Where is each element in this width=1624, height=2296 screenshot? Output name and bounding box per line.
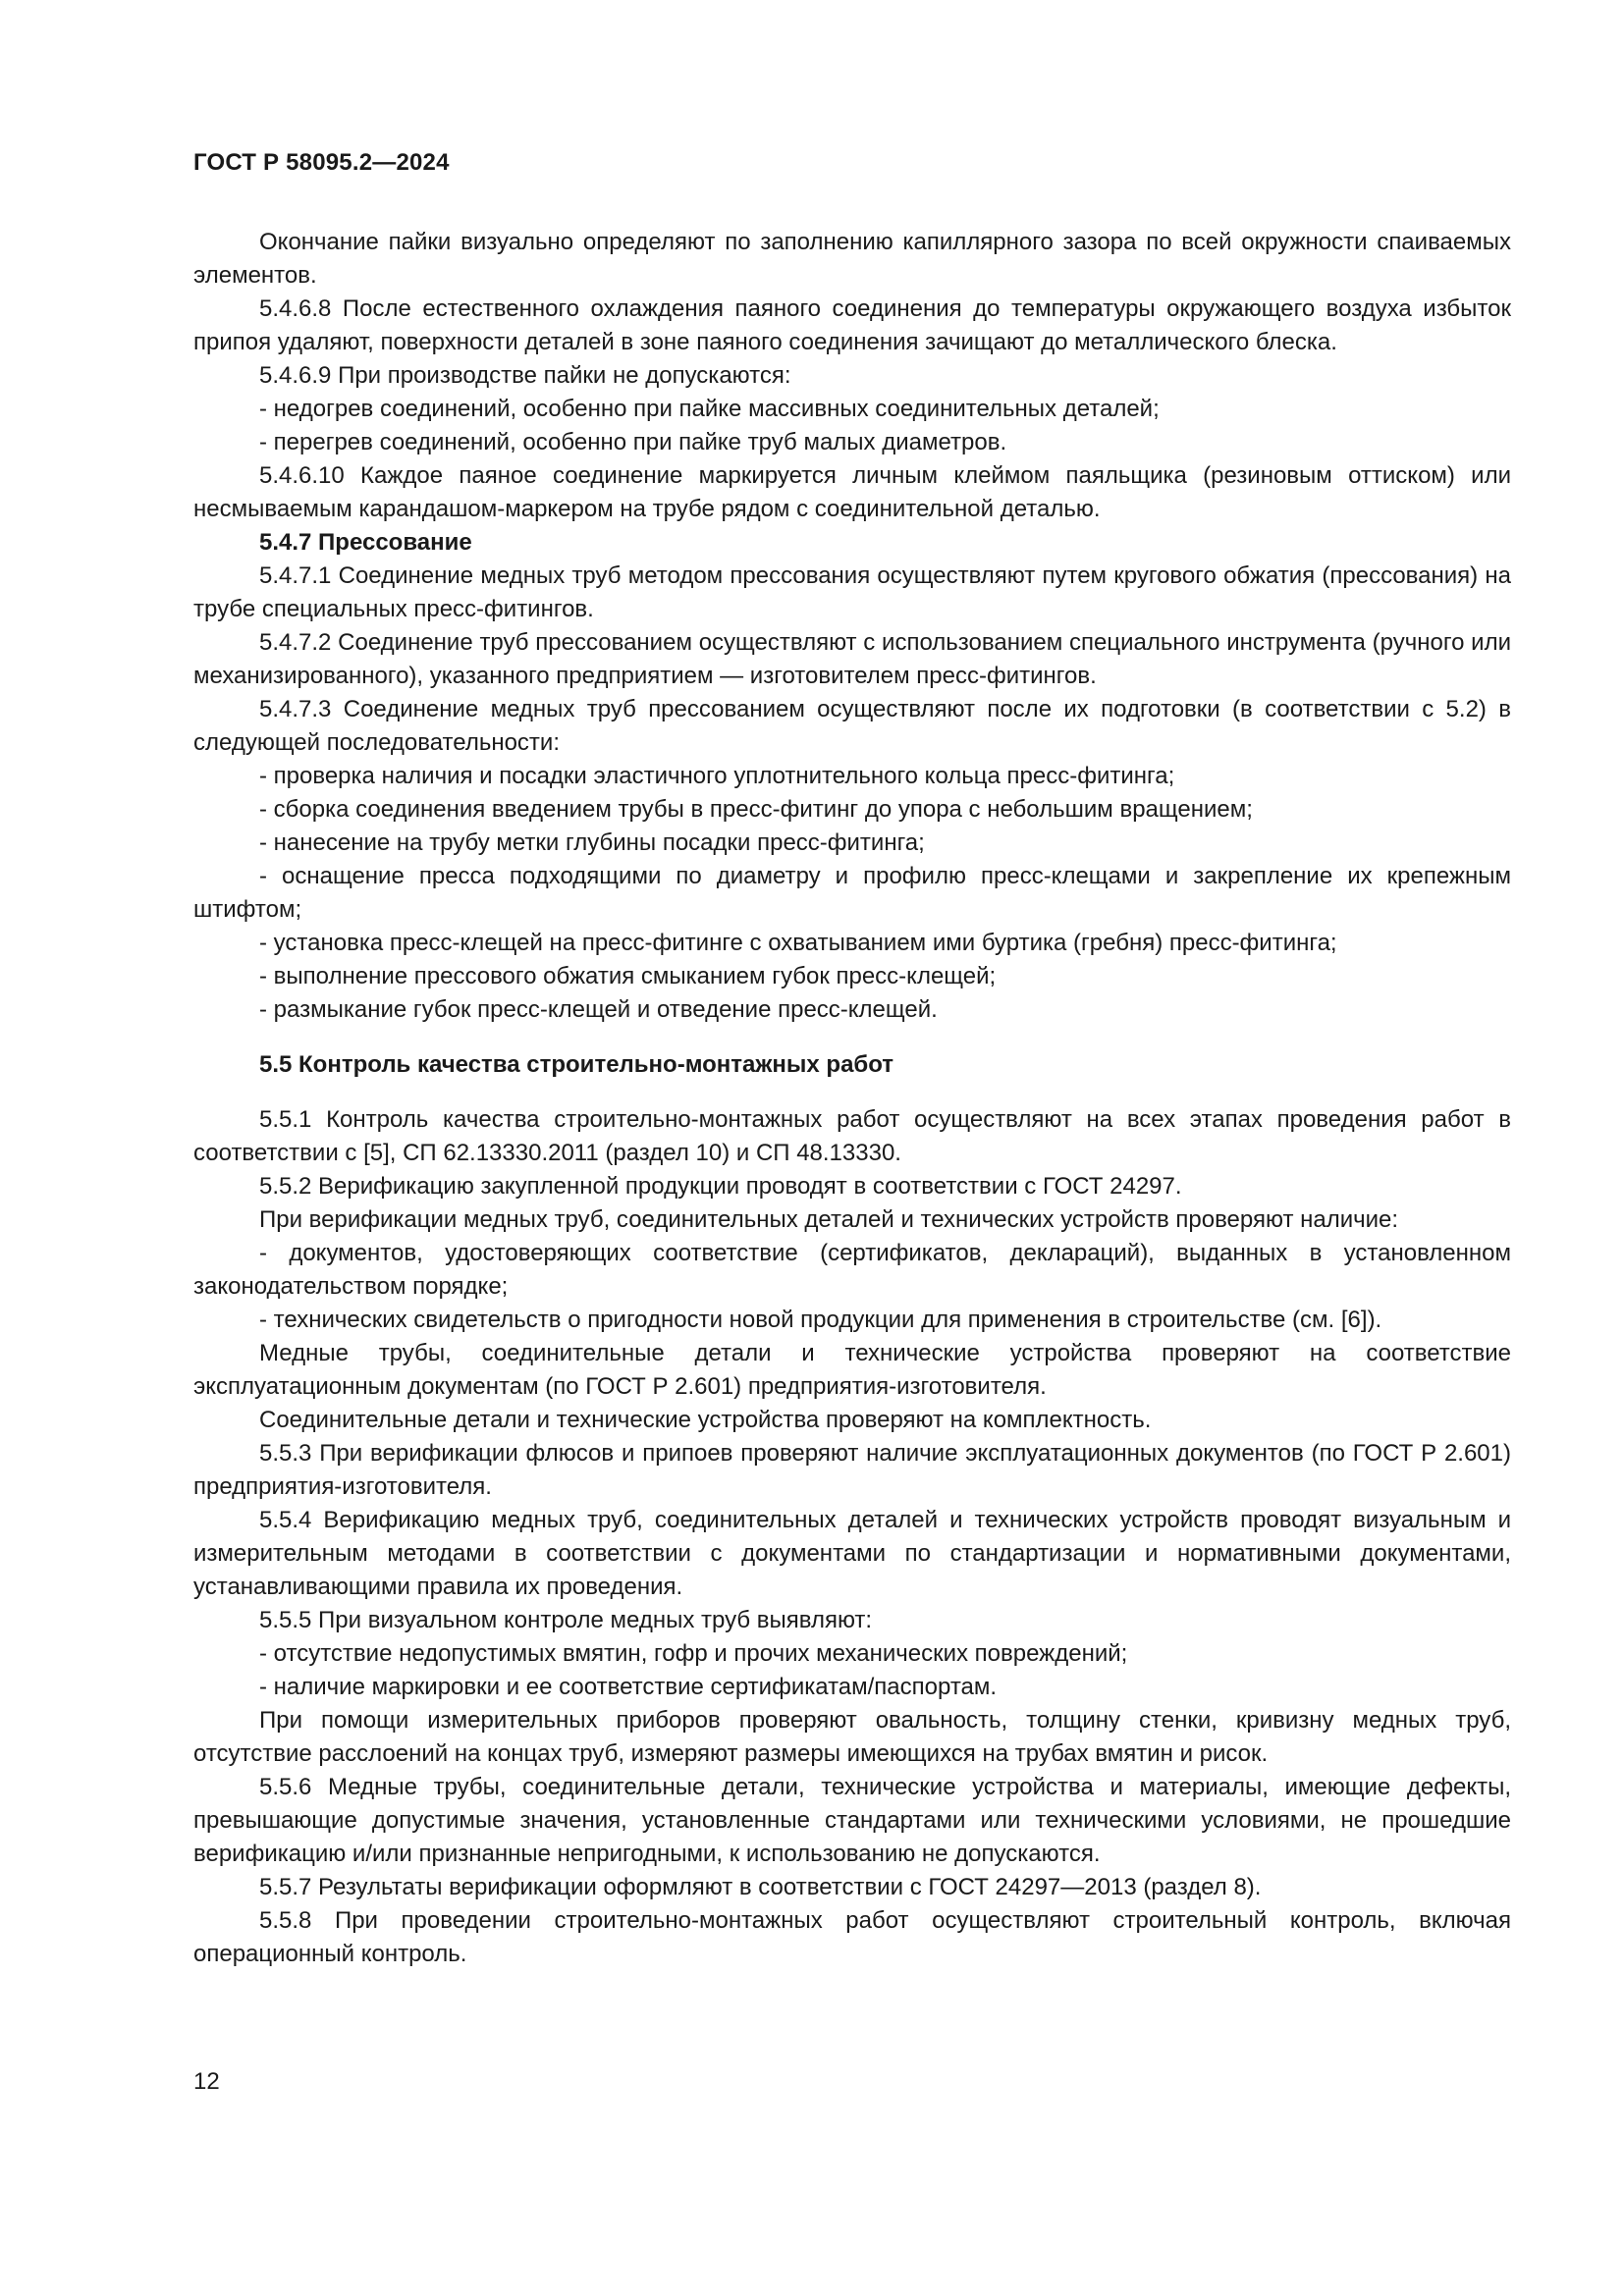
list-item: - недогрев соединений, особенно при пайке массивных соединительных деталей; (259, 396, 1160, 422)
paragraph: 5.4.6.8 После естественного охлаждения паяного соединения до температуры окружающего воздуха избыток припоя удаляют, поверхности деталей в зоне паяного соединения зачищают до металлического блеска. (193, 295, 1511, 355)
paragraph: При верификации медных труб, соединительных деталей и технических устройств проверяют наличие: (259, 1206, 1399, 1233)
list-item: - документов, удостоверяющих соответствие (сертификатов, деклараций), выданных в установленном законодательством порядке; (193, 1240, 1511, 1300)
subsection-heading: 5.4.7 Прессование (259, 529, 472, 556)
paragraph: 5.5.8 При проведении строительно-монтажных работ осуществляют строительный контроль, включая операционный контроль. (193, 1907, 1511, 1967)
list-item: - проверка наличия и посадки эластичного уплотнительного кольца пресс-фитинга; (259, 763, 1175, 789)
list-item: - установка пресс-клещей на пресс-фитинге с охватыванием ими буртика (гребня) пресс-фитинга; (259, 930, 1337, 956)
paragraph: 5.4.6.10 Каждое паяное соединение маркируется личным клеймом паяльщика (резиновым оттиском) или несмываемым карандашом-маркером на трубе рядом с соединительной деталью. (193, 462, 1511, 522)
paragraph: 5.4.7.2 Соединение труб прессованием осуществляют с использованием специального инструмента (ручного или механизированного), указанного предприятием — изготовителем пресс-фитингов. (193, 629, 1511, 689)
paragraph: 5.5.1 Контроль качества строительно-монтажных работ осуществляют на всех этапах проведения работ в соответствии с [5], СП 62.13330.2011 (раздел 10) и СП 48.13330. (193, 1106, 1511, 1166)
list-item: - сборка соединения введением трубы в пресс-фитинг до упора с небольшим вращением; (259, 796, 1253, 823)
list-item: - отсутствие недопустимых вмятин, гофр и прочих механических повреждений; (259, 1640, 1128, 1667)
paragraph: 5.4.7.1 Соединение медных труб методом прессования осуществляют путем кругового обжатия (прессования) на трубе специальных пресс-фитингов. (193, 562, 1511, 622)
section-heading: 5.5 Контроль качества строительно-монтажных работ (259, 1051, 894, 1078)
document-body (193, 226, 1511, 1971)
page-number: 12 (193, 2068, 220, 2095)
paragraph: 5.5.3 При верификации флюсов и припоев проверяют наличие эксплуатационных документов (по ГОСТ Р 2.601) предприятия-изготовителя. (193, 1440, 1511, 1500)
list-item: - размыкание губок пресс-клещей и отведение пресс-клещей. (259, 996, 938, 1023)
paragraph: Окончание пайки визуально определяют по заполнению капиллярного зазора по всей окружности спаиваемых элементов. (193, 229, 1511, 289)
list-item: - перегрев соединений, особенно при пайке труб малых диаметров. (259, 429, 1007, 455)
list-item: - оснащение пресса подходящими по диаметру и профилю пресс-клещами и закрепление их крепежным штифтом; (193, 863, 1511, 923)
document-code-header: ГОСТ Р 58095.2—2024 (193, 149, 450, 176)
paragraph: 5.5.2 Верификацию закупленной продукции проводят в соответствии с ГОСТ 24297. (259, 1173, 1182, 1200)
paragraph: 5.4.6.9 При производстве пайки не допускаются: (259, 362, 791, 389)
paragraph: 5.4.7.3 Соединение медных труб прессованием осуществляют после их подготовки (в соответствии с 5.2) в следующей последовательности: (193, 696, 1511, 756)
list-item: - выполнение прессового обжатия смыканием губок пресс-клещей; (259, 963, 997, 989)
paragraph: При помощи измерительных приборов проверяют овальность, толщину стенки, кривизну медных труб, отсутствие расслоений на концах труб, измеряют размеры имеющихся на трубах вмятин и рисок. (193, 1707, 1511, 1767)
paragraph: Медные трубы, соединительные детали и технические устройства проверяют на соответствие эксплуатационным документам (по ГОСТ Р 2.601) предприятия-изготовителя. (193, 1340, 1511, 1400)
list-item: - наличие маркировки и ее соответствие сертификатам/паспортам. (259, 1674, 998, 1700)
paragraph: 5.5.4 Верификацию медных труб, соединительных деталей и технических устройств проводят визуальным и измерительным методами в соответствии с документами по стандартизации и нормативными документами, устанавливающими правила их проведения. (193, 1507, 1511, 1600)
paragraph: Соединительные детали и технические устройства проверяют на комплектность. (259, 1407, 1152, 1433)
list-item: - нанесение на трубу метки глубины посадки пресс-фитинга; (259, 829, 925, 856)
paragraph: 5.5.5 При визуальном контроле медных труб выявляют: (259, 1607, 873, 1633)
list-item: - технических свидетельств о пригодности новой продукции для применения в строительстве (см. [6]). (259, 1307, 1382, 1333)
paragraph: 5.5.6 Медные трубы, соединительные детали, технические устройства и материалы, имеющие дефекты, превышающие допустимые значения, установленные стандартами или техническими условиями, не прошедшие верификацию и/или признанные непригодными, к использованию не допускаются. (193, 1774, 1511, 1867)
paragraph: 5.5.7 Результаты верификации оформляют в соответствии с ГОСТ 24297—2013 (раздел 8). (259, 1874, 1262, 1900)
